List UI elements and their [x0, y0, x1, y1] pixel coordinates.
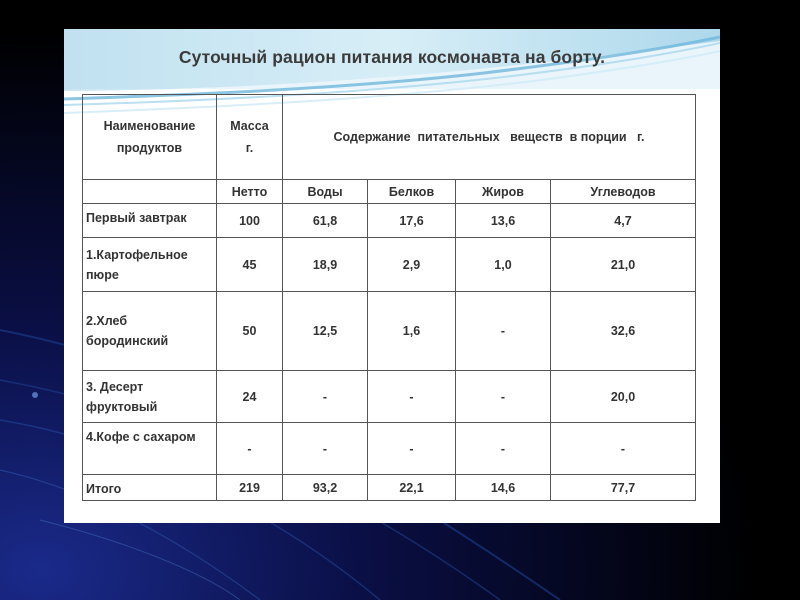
subheader-protein: Белков — [368, 180, 456, 204]
header-product-name — [83, 95, 217, 180]
slide-title: Суточный рацион питания космонавта на борту. — [178, 47, 606, 67]
subheader-water: Воды — [283, 180, 368, 204]
cell-fat: - — [456, 371, 551, 423]
cell-protein: 2,9 — [368, 238, 456, 292]
table-row — [83, 204, 696, 238]
cell-protein: - — [368, 371, 456, 423]
row-name — [83, 204, 217, 238]
subheader-fat: Жиров — [456, 180, 551, 204]
cell-netto: 100 — [217, 204, 283, 238]
cell-water: - — [283, 371, 368, 423]
row-name — [83, 371, 217, 423]
row-name-line: Итого — [86, 482, 122, 496]
cell-netto: 24 — [217, 371, 283, 423]
row-name-line: пюре — [86, 267, 119, 282]
cell-fat: 1,0 — [456, 238, 551, 292]
row-name-line: Первый завтрак — [86, 211, 187, 225]
row-name — [83, 238, 217, 292]
cell-protein: 22,1 — [368, 475, 456, 501]
cell-protein: 1,6 — [368, 292, 456, 371]
table-header-row — [83, 95, 696, 180]
subheader-carbs: Углеводов — [551, 180, 696, 204]
cell-fat: - — [456, 423, 551, 475]
row-name-line: бородинский — [86, 334, 169, 348]
row-name-line: 3. Десерт — [86, 379, 144, 394]
row-name — [83, 292, 217, 371]
cell-water: 12,5 — [283, 292, 368, 371]
table-total-row — [83, 475, 696, 501]
cell-carbs: - — [551, 423, 696, 475]
cell-water: 61,8 — [283, 204, 368, 238]
header-mass — [217, 95, 283, 180]
cell-netto: - — [217, 423, 283, 475]
header-mass-line1: Масса — [230, 119, 269, 133]
table-row — [83, 423, 696, 475]
slide — [64, 29, 720, 523]
header-product-name-line2: продуктов — [116, 141, 183, 155]
cell-protein: - — [368, 423, 456, 475]
row-name — [83, 475, 217, 501]
header-mass-line2: г. — [245, 141, 254, 155]
table-row — [83, 292, 696, 371]
subheader-netto: Нетто — [217, 180, 283, 204]
cell-protein: 17,6 — [368, 204, 456, 238]
row-name-line: 2.Хлеб — [86, 314, 128, 328]
cell-fat: 13,6 — [456, 204, 551, 238]
nutrition-table — [82, 94, 696, 501]
cell-water: - — [283, 423, 368, 475]
cell-netto: 45 — [217, 238, 283, 292]
cell-carbs: 20,0 — [551, 371, 696, 423]
cell-carbs: 32,6 — [551, 292, 696, 371]
cell-carbs: 4,7 — [551, 204, 696, 238]
cell-carbs: 77,7 — [551, 475, 696, 501]
cell-carbs: 21,0 — [551, 238, 696, 292]
table-row — [83, 371, 696, 423]
cell-fat: - — [456, 292, 551, 371]
header-nutrient-content: Содержание питательных веществ в порции г. — [283, 95, 696, 180]
cell-water: 18,9 — [283, 238, 368, 292]
table-subheader-row — [83, 180, 696, 204]
row-name — [83, 423, 217, 475]
table-row — [83, 238, 696, 292]
row-name-line: фруктовый — [86, 399, 158, 414]
cell-water: 93,2 — [283, 475, 368, 501]
row-name-line: 1.Картофельное — [86, 247, 188, 262]
subheader-empty — [83, 180, 217, 204]
cell-netto: 219 — [217, 475, 283, 501]
cell-fat: 14,6 — [456, 475, 551, 501]
header-product-name-line1: Наименование — [103, 119, 196, 133]
row-name-line: 4.Кофе с сахаром — [86, 430, 196, 444]
cell-netto: 50 — [217, 292, 283, 371]
